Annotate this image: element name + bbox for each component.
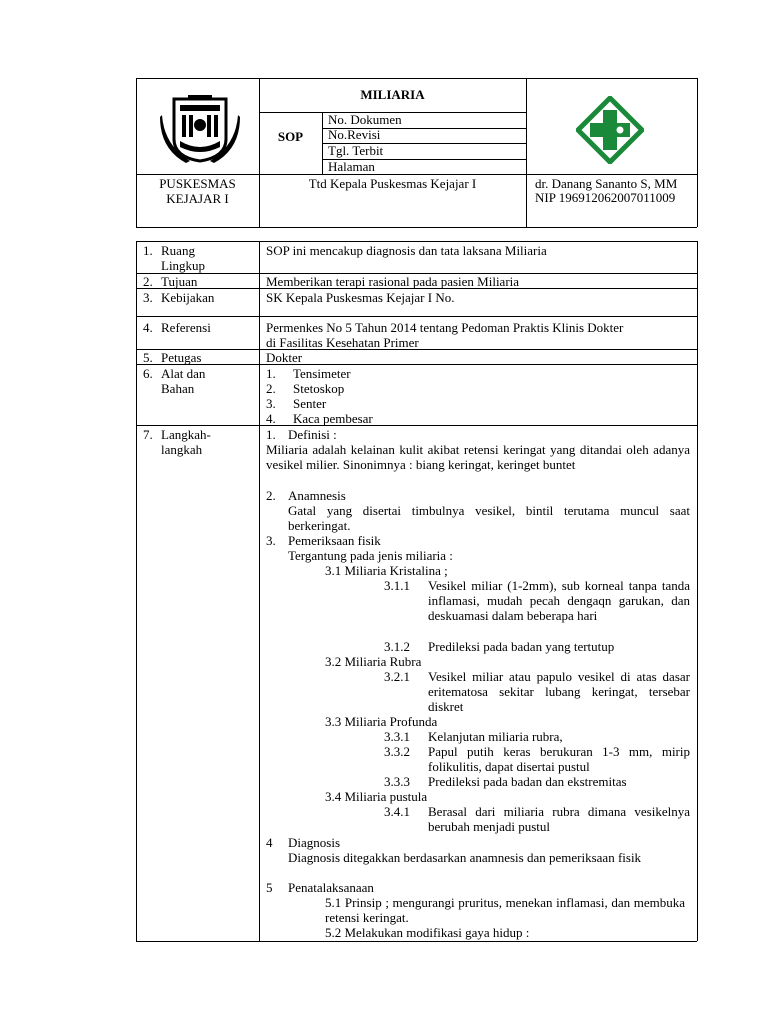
list-number: 1. [266, 366, 276, 381]
org-name-line2: KEJAJAR I [166, 191, 229, 206]
row-label: Tujuan [161, 274, 198, 289]
ruang-lingkup-value: SOP ini mencakup diagnosis dan tata laksana Miliaria [266, 243, 547, 258]
step-number: 3. [266, 533, 276, 548]
step-number: 5 [266, 880, 273, 895]
row-number: 2. [143, 274, 153, 289]
substep-text: Kelanjutan miliaria rubra, [428, 729, 563, 744]
document-title: MILIARIA [360, 87, 425, 102]
row-number: 4. [143, 320, 153, 335]
substep-number: 3.1.2 [384, 639, 410, 654]
step-text: Tergantung pada jenis miliaria : [288, 548, 453, 563]
row-label: Referensi [161, 320, 211, 335]
row-number: 1. [143, 243, 153, 258]
step-title: Pemeriksaan fisik [288, 533, 381, 548]
row-number: 7. [143, 427, 153, 442]
petugas-value: Dokter [266, 350, 303, 365]
step-text: Gatal yang disertai timbulnya vesikel, bintil terutama muncul saat berkeringat. [288, 503, 690, 533]
row-label: Bahan [161, 381, 195, 396]
row-label: Alat dan [161, 366, 206, 381]
doc-field-tgl-terbit: Tgl. Terbit [328, 143, 384, 158]
doc-field-halaman: Halaman [328, 159, 375, 174]
substep-text: Predileksi pada badan yang tertutup [428, 639, 615, 654]
tujuan-value: Memberikan terapi rasional pada pasien Miliaria [266, 274, 520, 289]
substep-text: Berasal dari miliaria rubra dimana vesikelnya berubah menjadi pustul [428, 804, 690, 834]
step-text: Miliaria adalah kelainan kulit akibat retensi keringat yang ditandai oleh adanya vesikel milier. Sinonimnya : biang keringat, keringet buntet [266, 442, 690, 472]
list-number: 3. [266, 396, 276, 411]
row-number: 3. [143, 290, 153, 305]
substep-heading: 3.2 Miliaria Rubra [325, 654, 422, 669]
row-number: 6. [143, 366, 153, 381]
substep-number: 3.2.1 [384, 669, 410, 684]
puskesmas-logo [576, 96, 644, 164]
row-label: langkah [161, 442, 203, 457]
substep-number: 3.3.2 [384, 744, 410, 759]
regency-crest-logo [160, 95, 240, 165]
step-title: Diagnosis [288, 835, 340, 850]
list-item: Kaca pembesar [293, 411, 373, 426]
substep-heading: 3.1 Miliaria Kristalina ; [325, 563, 448, 578]
step-title: Penatalaksanaan [288, 880, 374, 895]
row-label: Langkah- [161, 427, 211, 442]
signer-name: dr. Danang Sananto S, MM [535, 176, 678, 191]
step-text: Diagnosis ditegakkan berdasarkan anamnesis dan pemeriksaan fisik [288, 850, 642, 865]
substep-number: 3.1.1 [384, 578, 410, 593]
row-label: Petugas [161, 350, 202, 365]
list-item: Stetoskop [293, 381, 345, 396]
substep-text: Predileksi pada badan dan ekstremitas [428, 774, 627, 789]
doc-field-no-revisi: No.Revisi [328, 127, 381, 142]
substep-text: Vesikel miliar (1-2mm), sub korneal tanpa tanda inflamasi, mudah pecah dengaqn garukan, dan deskuamasi dalam beberapa hari [428, 578, 690, 623]
sop-label: SOP [277, 129, 304, 144]
row-number: 5. [143, 350, 153, 365]
substep-text: 5.2 Melakukan modifikasi gaya hidup : [325, 925, 530, 940]
step-number: 2. [266, 488, 276, 503]
list-number: 4. [266, 411, 276, 426]
list-item: Tensimeter [293, 366, 351, 381]
step-number: 1. [266, 427, 276, 442]
signer-nip: NIP 196912062007011009 [535, 190, 676, 205]
step-number: 4 [266, 835, 273, 850]
doc-field-no-dokumen: No. Dokumen [328, 112, 402, 127]
substep-heading: 3.4 Miliaria pustula [325, 789, 428, 804]
substep-text: Papul putih keras berukuran 1-3 mm, mirip folikulitis, dapat disertai pustul [428, 744, 690, 774]
list-item: Senter [293, 396, 327, 411]
referensi-value-line1: Permenkes No 5 Tahun 2014 tentang Pedoman Praktis Klinis Dokter [266, 320, 624, 335]
kebijakan-value: SK Kepala Puskesmas Kejajar I No. [266, 290, 455, 305]
substep-text: 5.1 Prinsip ; mengurangi pruritus, menekan inflamasi, dan membuka retensi keringat. [325, 895, 685, 925]
substep-heading: 3.3 Miliaria Profunda [325, 714, 438, 729]
substep-text: Vesikel miliar atau papulo vesikel di atas dasar eritematosa sekitar lubang keringat, tersebar diskret [428, 669, 690, 714]
org-name-line1: PUSKESMAS [159, 176, 236, 191]
row-label: Kebijakan [161, 290, 215, 305]
substep-number: 3.3.1 [384, 729, 410, 744]
row-label: Lingkup [161, 258, 206, 273]
step-title: Definisi : [288, 427, 337, 442]
substep-number: 3.4.1 [384, 804, 410, 819]
step-title: Anamnesis [288, 488, 346, 503]
list-number: 2. [266, 381, 276, 396]
signature-caption: Ttd Kepala Puskesmas Kejajar I [308, 176, 477, 191]
substep-number: 3.3.3 [384, 774, 410, 789]
referensi-value-line2: di Fasilitas Kesehatan Primer [266, 335, 419, 350]
row-label: Ruang [161, 243, 195, 258]
